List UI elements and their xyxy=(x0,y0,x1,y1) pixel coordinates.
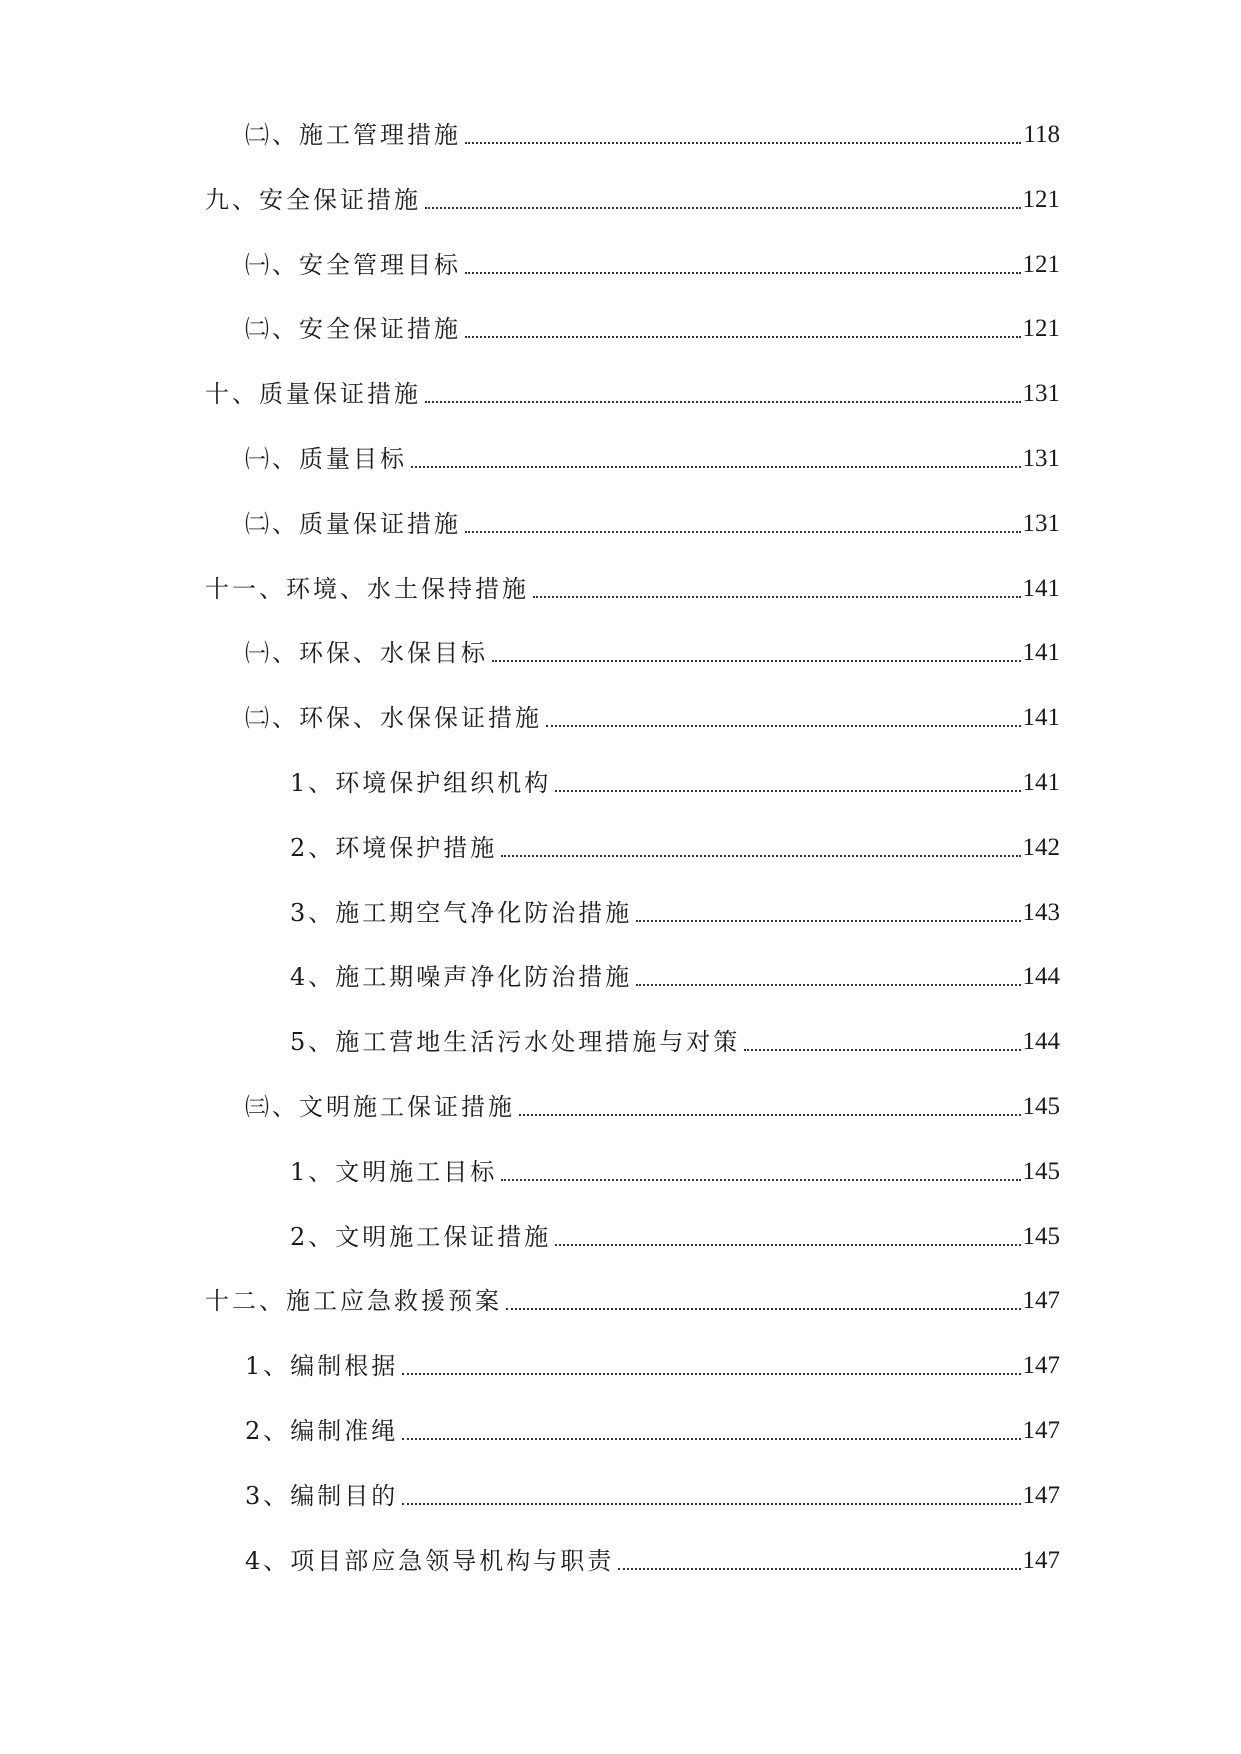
toc-entry[interactable] xyxy=(245,312,1060,346)
toc-entry-title: 2、文明施工保证措施 xyxy=(290,1222,552,1251)
toc-entry-page-number: 141 xyxy=(1022,639,1060,667)
toc-dot-leader xyxy=(501,855,1020,857)
toc-entry-page-number: 147 xyxy=(1022,1287,1060,1315)
toc-entry-page-number: 142 xyxy=(1022,833,1060,861)
toc-entry-title: 十一、环境、水土保持措施 xyxy=(205,574,529,603)
toc-entry[interactable] xyxy=(205,183,1060,217)
toc-entry[interactable] xyxy=(245,1544,1060,1578)
toc-dot-leader xyxy=(533,596,1021,598)
toc-dot-leader xyxy=(402,1373,1020,1375)
toc-dot-leader xyxy=(402,1503,1020,1505)
toc-dot-leader xyxy=(425,401,1021,403)
toc-entry[interactable] xyxy=(245,701,1060,735)
toc-entry-page-number: 144 xyxy=(1022,1028,1060,1056)
toc-entry-page-number: 141 xyxy=(1022,574,1060,602)
toc-dot-leader xyxy=(501,1179,1020,1181)
toc-entry-page-number: 121 xyxy=(1022,315,1060,343)
toc-dot-leader xyxy=(555,790,1020,792)
toc-dot-leader xyxy=(519,1114,1021,1116)
toc-entry[interactable] xyxy=(245,507,1060,541)
toc-entry-page-number: 121 xyxy=(1022,250,1060,278)
toc-dot-leader xyxy=(492,660,1021,662)
toc-dot-leader xyxy=(465,336,1021,338)
toc-dot-leader xyxy=(506,1308,1021,1310)
toc-entry-title: ㈡、施工管理措施 xyxy=(245,121,461,149)
toc-entry-page-number: 145 xyxy=(1022,1222,1060,1250)
toc-entry-title: 4、施工期噪声净化防治措施 xyxy=(290,963,633,992)
toc-entry-title: 十、质量保证措施 xyxy=(205,380,421,409)
toc-entry-page-number: 144 xyxy=(1022,963,1060,991)
toc-entry[interactable] xyxy=(245,1479,1060,1513)
toc-dot-leader xyxy=(618,1568,1020,1570)
toc-entry[interactable] xyxy=(290,1025,1060,1059)
toc-entry-page-number: 118 xyxy=(1023,121,1060,148)
toc-entry-page-number: 147 xyxy=(1022,1546,1060,1574)
toc-entry-title: ㈡、环保、水保保证措施 xyxy=(245,704,542,733)
toc-entry-page-number: 131 xyxy=(1022,380,1060,408)
toc-entry-page-number: 131 xyxy=(1022,509,1060,537)
toc-entry-page-number: 147 xyxy=(1022,1481,1060,1509)
toc-entry-title: 4、项目部应急领导机构与职责 xyxy=(245,1546,615,1575)
toc-entry[interactable] xyxy=(245,1414,1060,1448)
toc-entry-title: 5、施工营地生活污水处理措施与对策 xyxy=(290,1028,741,1057)
toc-entry-page-number: 121 xyxy=(1022,185,1060,213)
toc-entry-page-number: 143 xyxy=(1022,898,1060,926)
toc-entry[interactable] xyxy=(245,636,1060,670)
toc-entry[interactable] xyxy=(290,766,1060,800)
toc-dot-leader xyxy=(555,1244,1020,1246)
toc-entry-page-number: 145 xyxy=(1022,1093,1060,1120)
toc-entry-title: 2、环境保护措施 xyxy=(290,833,498,862)
toc-entry-page-number: 147 xyxy=(1022,1417,1060,1444)
toc-dot-leader xyxy=(744,1049,1020,1051)
toc-entry-page-number: 141 xyxy=(1022,704,1060,732)
toc-entry-title: 3、施工期空气净化防治措施 xyxy=(290,898,633,927)
toc-entry-title: 1、编制根据 xyxy=(245,1352,399,1381)
toc-entry[interactable] xyxy=(290,960,1060,994)
toc-entry-title: ㈢、文明施工保证措施 xyxy=(245,1093,515,1121)
toc-entry-title: 2、编制准绳 xyxy=(245,1417,399,1445)
toc-dot-leader xyxy=(465,272,1021,274)
toc-entry[interactable] xyxy=(245,1090,1060,1124)
toc-entry[interactable] xyxy=(205,377,1060,411)
toc-dot-leader xyxy=(402,1438,1020,1440)
toc-entry[interactable] xyxy=(245,248,1060,282)
toc-entry-title: ㈡、质量保证措施 xyxy=(245,509,461,538)
toc-entry-page-number: 147 xyxy=(1022,1352,1060,1380)
toc-dot-leader xyxy=(411,466,1021,468)
toc-dot-leader xyxy=(636,920,1020,922)
toc-entry-title: 1、文明施工目标 xyxy=(290,1157,498,1186)
toc-entry[interactable] xyxy=(290,1220,1060,1254)
toc-dot-leader xyxy=(425,207,1021,209)
toc-entry-title: ㈠、环保、水保目标 xyxy=(245,639,488,668)
toc-dot-leader xyxy=(636,984,1020,986)
toc-entry-title: ㈠、安全管理目标 xyxy=(245,250,461,279)
toc-entry-title: 1、环境保护组织机构 xyxy=(290,769,552,797)
toc-entry[interactable] xyxy=(290,831,1060,865)
toc-entry[interactable] xyxy=(245,118,1060,152)
toc-entry[interactable] xyxy=(205,572,1060,606)
toc-entry[interactable] xyxy=(245,442,1060,476)
toc-entry-page-number: 131 xyxy=(1022,445,1060,472)
toc-entry[interactable] xyxy=(290,1155,1060,1189)
toc-entry-page-number: 145 xyxy=(1022,1157,1060,1185)
toc-dot-leader xyxy=(465,531,1021,533)
toc-entry[interactable] xyxy=(245,1349,1060,1383)
toc-entry-title: ㈡、安全保证措施 xyxy=(245,315,461,344)
toc-entry[interactable] xyxy=(290,896,1060,930)
toc-entry-title: 十二、施工应急救援预案 xyxy=(205,1287,502,1316)
toc-entry-title: ㈠、质量目标 xyxy=(245,445,407,473)
toc-entry-page-number: 141 xyxy=(1022,769,1060,796)
toc-entry-title: 3、编制目的 xyxy=(245,1481,399,1510)
toc-dot-leader xyxy=(465,142,1021,144)
toc-dot-leader xyxy=(546,725,1021,727)
toc-entry-title: 九、安全保证措施 xyxy=(205,185,421,214)
toc-entry[interactable] xyxy=(205,1284,1060,1318)
